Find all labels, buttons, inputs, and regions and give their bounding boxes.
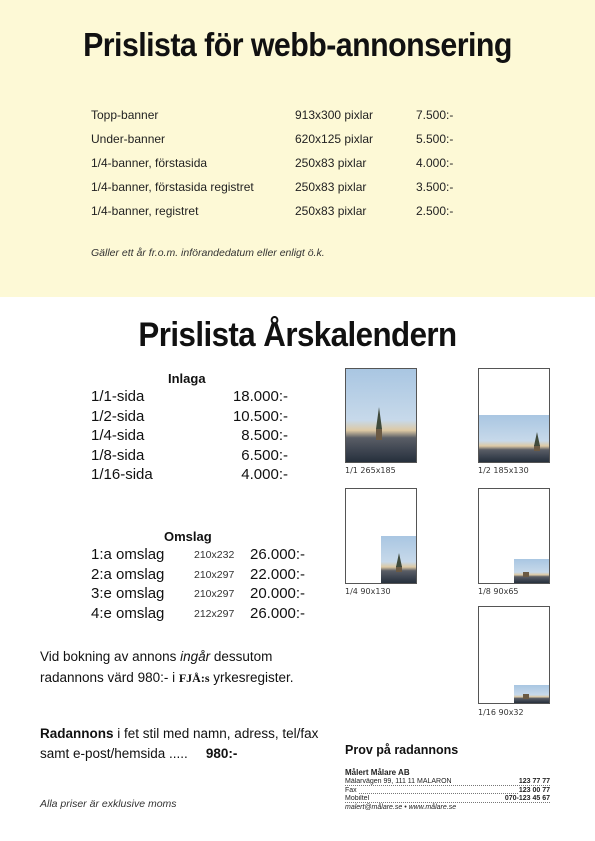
church-tower — [523, 694, 529, 699]
line-label: Fax — [345, 786, 357, 794]
booking-part: dessutom radannons värd 980:- i — [40, 649, 273, 685]
size-caption: 1/2 185x130 — [478, 466, 529, 475]
inlaga-heading: Inlaga — [168, 371, 206, 386]
list-item — [91, 466, 291, 486]
list-item — [91, 447, 291, 467]
booking-part: yrkesregister. — [209, 670, 294, 685]
banner-size: 250x83 pixlar — [295, 204, 367, 218]
item-name: 1/16-sida — [91, 466, 153, 483]
item-price: 6.500:- — [241, 446, 288, 464]
banner-name: Topp-banner — [91, 108, 159, 122]
radannons-desc: i fet stil med namn, adress, tel/fax samt e-post/hemsida ..... — [40, 726, 319, 761]
item-price: 4.000:- — [241, 466, 288, 483]
banner-size: 250x83 pixlar — [295, 156, 367, 170]
radannons-price: 980:- — [205, 746, 238, 761]
ad-size-quarter-page — [345, 488, 417, 584]
item-name: 1/4-sida — [91, 427, 145, 444]
item-size: 210x297 — [194, 568, 235, 581]
banner-name: 1/4-banner, registret — [91, 204, 199, 218]
list-item — [91, 388, 291, 408]
item-name: 1:a omslag — [91, 546, 165, 563]
item-price: 8.500:- — [241, 427, 288, 444]
sample-ad-heading: Prov på radannons — [345, 743, 459, 757]
banner-price: 2.500:- — [416, 204, 454, 218]
item-name: 4:e omslag — [91, 604, 165, 622]
brand-name: FJÅ:s — [178, 671, 210, 685]
item-name: 1/1-sida — [91, 388, 145, 405]
item-name: 1/2-sida — [91, 407, 145, 425]
item-price: 18.000:- — [232, 388, 288, 405]
booking-part: Vid bokning av annons — [40, 649, 181, 664]
church-spire — [396, 553, 402, 567]
contact-line: malert@målare.se • www.målare.se — [345, 803, 457, 811]
church-tower — [534, 445, 540, 451]
web-price-title: Prislista för webb-annonsering — [83, 26, 512, 63]
ad-size-eighth-page — [478, 488, 550, 584]
list-item — [91, 585, 321, 605]
church-tower — [376, 429, 382, 440]
calendar-price-title: Prislista Årskalendern — [138, 316, 457, 354]
list-item — [91, 408, 291, 428]
inlaga-price-list — [91, 388, 291, 486]
banner-price: 5.500:- — [416, 132, 454, 146]
line-value: 070-123 45 67 — [504, 795, 550, 802]
city-photo — [346, 369, 416, 462]
ad-size-full-page — [345, 368, 417, 463]
item-price: 26.000:- — [250, 604, 306, 622]
size-caption: 1/8 90x65 — [478, 587, 519, 596]
list-item — [91, 546, 321, 566]
church-spire — [534, 432, 540, 446]
booking-text — [40, 646, 330, 689]
vat-note: Alla priser är exklusive moms — [40, 798, 177, 810]
size-caption: 1/1 265x185 — [345, 466, 396, 475]
line-label: Målarvägen 99, 111 11 MÅLARÖN — [345, 778, 452, 785]
size-caption: 1/16 90x32 — [478, 708, 524, 717]
item-price: 26.000:- — [250, 546, 306, 563]
church-tower — [396, 566, 402, 572]
item-price: 20.000:- — [250, 585, 306, 602]
banner-price: 7.500:- — [416, 108, 454, 122]
banner-name: 1/4-banner, förstasida — [91, 156, 208, 170]
item-price: 10.500:- — [232, 407, 288, 425]
banner-name: 1/4-banner, förstasida registret — [91, 180, 254, 194]
city-photo — [514, 559, 549, 583]
banner-price: 3.500:- — [416, 180, 454, 194]
line-value: 123 77 77 — [518, 778, 550, 785]
church-tower — [523, 572, 529, 577]
omslag-price-list — [91, 546, 321, 624]
sample-line — [345, 778, 550, 787]
list-item — [91, 427, 291, 447]
item-price: 22.000:- — [250, 565, 306, 583]
item-name: 2:a omslag — [91, 565, 165, 583]
radannons-text — [40, 724, 330, 764]
item-size: 210x297 — [194, 588, 235, 600]
list-item — [91, 566, 321, 586]
ad-size-sixteenth-page — [478, 606, 550, 704]
ad-size-half-page — [478, 368, 550, 463]
web-validity-note: Gäller ett år fr.o.m. införandedatum eller enligt ö.k. — [91, 247, 325, 259]
item-size: 210x232 — [194, 549, 235, 561]
banner-size: 913x300 pixlar — [295, 108, 374, 122]
omslag-heading: Omslag — [164, 529, 212, 544]
item-name: 3:e omslag — [91, 585, 165, 602]
city-photo — [479, 415, 549, 462]
church-spire — [376, 407, 382, 429]
booking-emphasis: ingår — [180, 649, 211, 664]
banner-size: 250x83 pixlar — [295, 180, 367, 194]
size-caption: 1/4 90x130 — [345, 587, 391, 596]
city-photo — [514, 685, 549, 703]
sample-line — [345, 795, 550, 804]
web-price-section — [0, 0, 595, 297]
city-photo — [381, 536, 416, 583]
line-label: Mobiltel — [345, 795, 370, 802]
banner-size: 620x125 pixlar — [295, 132, 374, 146]
radannons-label: Radannons — [40, 726, 114, 741]
item-size: 212x297 — [194, 607, 235, 620]
banner-price: 4.000:- — [416, 156, 454, 170]
sample-line — [345, 787, 550, 796]
item-name: 1/8-sida — [91, 446, 145, 464]
line-value: 123 00 77 — [518, 786, 550, 794]
company-name: Målert Målare AB — [345, 768, 410, 777]
sample-ad — [345, 768, 550, 812]
banner-name: Under-banner — [91, 132, 166, 146]
list-item — [91, 605, 321, 625]
